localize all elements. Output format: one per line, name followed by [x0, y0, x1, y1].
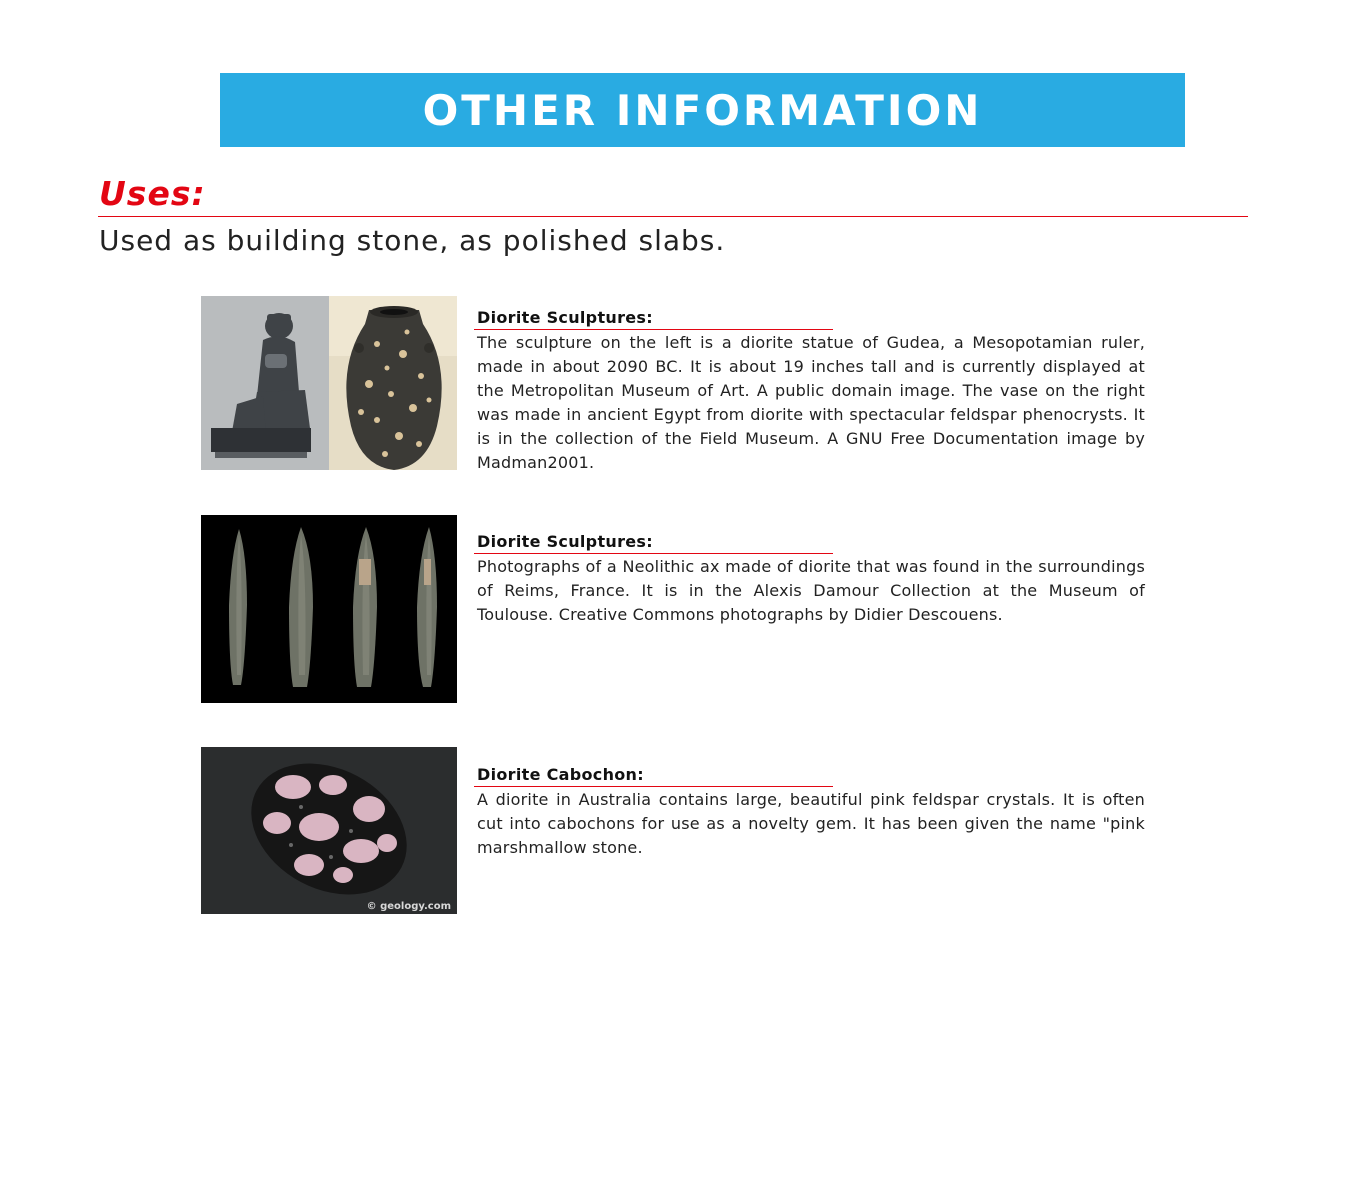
item-title-divider — [474, 553, 833, 554]
item-description: Photographs of a Neolithic ax made of diorite that was found in the surroundings of Reims, France. It is in the Alexis Damour Collection at the Museum of Toulouse. Creative Commons photographs by Didier Descouens. — [477, 557, 1145, 624]
item-title: Diorite Sculptures: — [477, 532, 653, 551]
item-title-divider — [474, 329, 833, 330]
item-description: The sculpture on the left is a diorite statue of Gudea, a Mesopotamian ruler, made in about 2090 BC. It is about 19 inches tall and is currently displayed at the Metropolitan Museum of Art. A public domain image. The vase on the right was made in ancient Egypt from diorite with spectacular feldspar phenocrysts. It is in the collection of the Field Museum. A GNU Free Documentation image by Madman2001. — [477, 333, 1145, 472]
image-watermark: © geology.com — [366, 901, 451, 912]
item-caption — [477, 308, 1145, 475]
item-caption — [477, 532, 1145, 627]
item-title-divider — [474, 786, 833, 787]
banner-title: OTHER INFORMATION — [422, 85, 983, 135]
item-title: Diorite Cabochon: — [477, 765, 644, 784]
item-caption — [477, 765, 1145, 860]
neolithic-ax-image — [201, 515, 457, 703]
item-description: A diorite in Australia contains large, beautiful pink feldspar crystals. It is often cut into cabochons for use as a novelty gem. It has been given the name "pink marshmallow stone. — [477, 790, 1145, 857]
sculpture-and-vase-image — [201, 296, 457, 470]
uses-heading: Uses: — [99, 174, 206, 213]
pink-marshmallow-stone-image — [201, 747, 457, 914]
section-banner — [220, 73, 1185, 147]
item-title: Diorite Sculptures: — [477, 308, 653, 327]
uses-text: Used as building stone, as polished slabs. — [99, 224, 726, 257]
uses-divider — [98, 216, 1248, 217]
